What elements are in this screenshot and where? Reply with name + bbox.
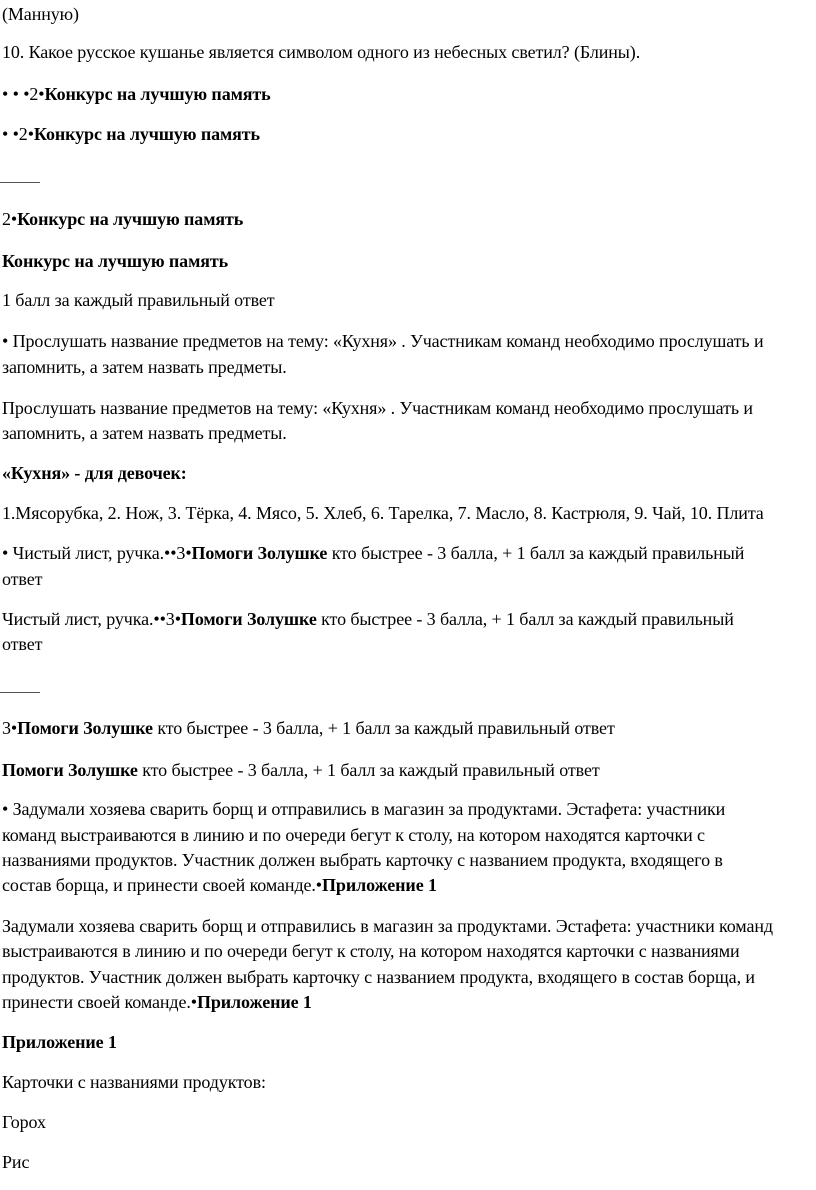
paragraph-line	[2, 567, 42, 591]
contest-heading	[2, 207, 243, 231]
paragraph-line	[2, 914, 773, 938]
paragraph-line	[2, 990, 312, 1014]
cards-caption	[2, 1070, 266, 1094]
card-item	[2, 1110, 46, 1134]
paragraph-line	[2, 632, 42, 656]
paragraph-line	[2, 421, 287, 445]
separator-rule	[0, 182, 40, 183]
line-text: продуктов. Участник должен выбрать карточку с названием продукта, входящего в состав борща, и	[2, 967, 755, 987]
contest-title: Конкурс на лучшую память	[33, 124, 260, 144]
line-text: запомнить, а затем назвать предметы.	[2, 423, 287, 443]
contest-title: Помоги Золушке	[191, 543, 328, 563]
paragraph-line	[2, 873, 437, 897]
appendix-reference: Приложение 1	[196, 992, 312, 1012]
line-text: 1.Мясорубка, 2. Нож, 3. Тёрка, 4. Мясо, 5. Хлеб, 6. Тарелка, 7. Масло, 8. Кастрюля, 9. Чай, 10. Плита	[2, 503, 764, 523]
line-text: ответ	[2, 634, 43, 654]
line-text: названиями продуктов. Участник должен выбрать карточку с названием продукта, входящего в	[2, 850, 723, 870]
line-suffix: кто быстрее - 3 балла, + 1 балл за каждый правильный	[327, 543, 745, 563]
appendix-title: Приложение 1	[2, 1032, 117, 1052]
card-item	[2, 1150, 29, 1174]
appendix-reference: Приложение 1	[322, 875, 437, 895]
card-text: Рис	[2, 1152, 30, 1172]
line-text: 1 балл за каждый правильный ответ	[2, 290, 275, 310]
contest-heading	[2, 758, 600, 782]
paragraph-line	[2, 797, 725, 821]
text-line	[2, 2, 79, 26]
line-prefix: состав борща, и принести своей команде.•	[2, 875, 323, 895]
card-text: Горох	[2, 1112, 46, 1132]
contest-title: Конкурс на лучшую память	[17, 209, 244, 229]
paragraph-line	[2, 823, 705, 847]
question-10	[2, 40, 640, 64]
line-suffix: кто быстрее - 3 балла, + 1 балл за каждый правильный	[316, 609, 734, 629]
contest-title: Конкурс на лучшую память	[2, 251, 229, 271]
paragraph-line	[2, 965, 755, 989]
paragraph-line	[2, 396, 753, 420]
line-text: • Задумали хозяева сварить борщ и отправились в магазин за продуктами. Эстафета: участники	[2, 799, 726, 819]
scoring-text	[2, 288, 275, 312]
item-list	[2, 501, 764, 525]
contest-title: Конкурс на лучшую память	[44, 84, 271, 104]
paragraph-line	[2, 607, 734, 631]
bullet-prefix: 2•	[2, 209, 18, 229]
line-prefix: Чистый лист, ручка.••3•	[2, 609, 181, 629]
line-text: Карточки с названиями продуктов:	[2, 1072, 266, 1092]
paragraph-line	[2, 939, 740, 963]
bullet-prefix: • • •2•	[2, 84, 45, 104]
line-text: запомнить, а затем назвать предметы.	[2, 357, 287, 377]
line-suffix: кто быстрее - 3 балла, + 1 балл за каждый правильный ответ	[137, 760, 600, 780]
line-text: ответ	[2, 569, 43, 589]
line-prefix: • Чистый лист, ручка.••3•	[2, 543, 192, 563]
subheading	[2, 461, 187, 485]
contest-title: Помоги Золушке	[180, 609, 317, 629]
paragraph-line	[2, 329, 763, 353]
line-text: выстраиваются в линию и по очереди бегут к столу, на котором находятся карточки с названиями	[2, 941, 740, 961]
line-text: Задумали хозяева сварить борщ и отправились в магазин за продуктами. Эстафета: участники команд	[2, 916, 773, 936]
paragraph-line	[2, 355, 287, 379]
line-text: команд выстраиваются в линию и по очереди бегут к столу, на котором находятся карточки с	[2, 825, 705, 845]
paragraph-line	[2, 848, 723, 872]
bullet-prefix: • •2•	[2, 124, 34, 144]
line-text: 10. Какое русское кушанье является символом одного из небесных светил? (Блины).	[2, 42, 641, 62]
line-text: Прослушать название предметов на тему: «Кухня» . Участникам команд необходимо прослушать и	[2, 398, 753, 418]
contest-heading-bullets	[2, 122, 260, 146]
separator-rule	[0, 692, 40, 693]
line-text: • Прослушать название предметов на тему: «Кухня» . Участникам команд необходимо прослушать и	[2, 331, 764, 351]
contest-heading	[2, 249, 228, 273]
line-suffix: кто быстрее - 3 балла, + 1 балл за каждый правильный ответ	[152, 718, 615, 738]
paragraph-line	[2, 541, 744, 565]
bullet-prefix: 3•	[2, 718, 18, 738]
appendix-heading	[2, 1030, 117, 1054]
contest-heading	[2, 716, 615, 740]
line-text: (Манную)	[2, 4, 79, 24]
line-prefix: принести своей команде.•	[2, 992, 197, 1012]
subheading-text: «Кухня» - для девочек:	[2, 463, 187, 483]
contest-title: Помоги Золушке	[17, 718, 153, 738]
contest-title: Помоги Золушке	[2, 760, 138, 780]
contest-heading-bullets	[2, 82, 271, 106]
